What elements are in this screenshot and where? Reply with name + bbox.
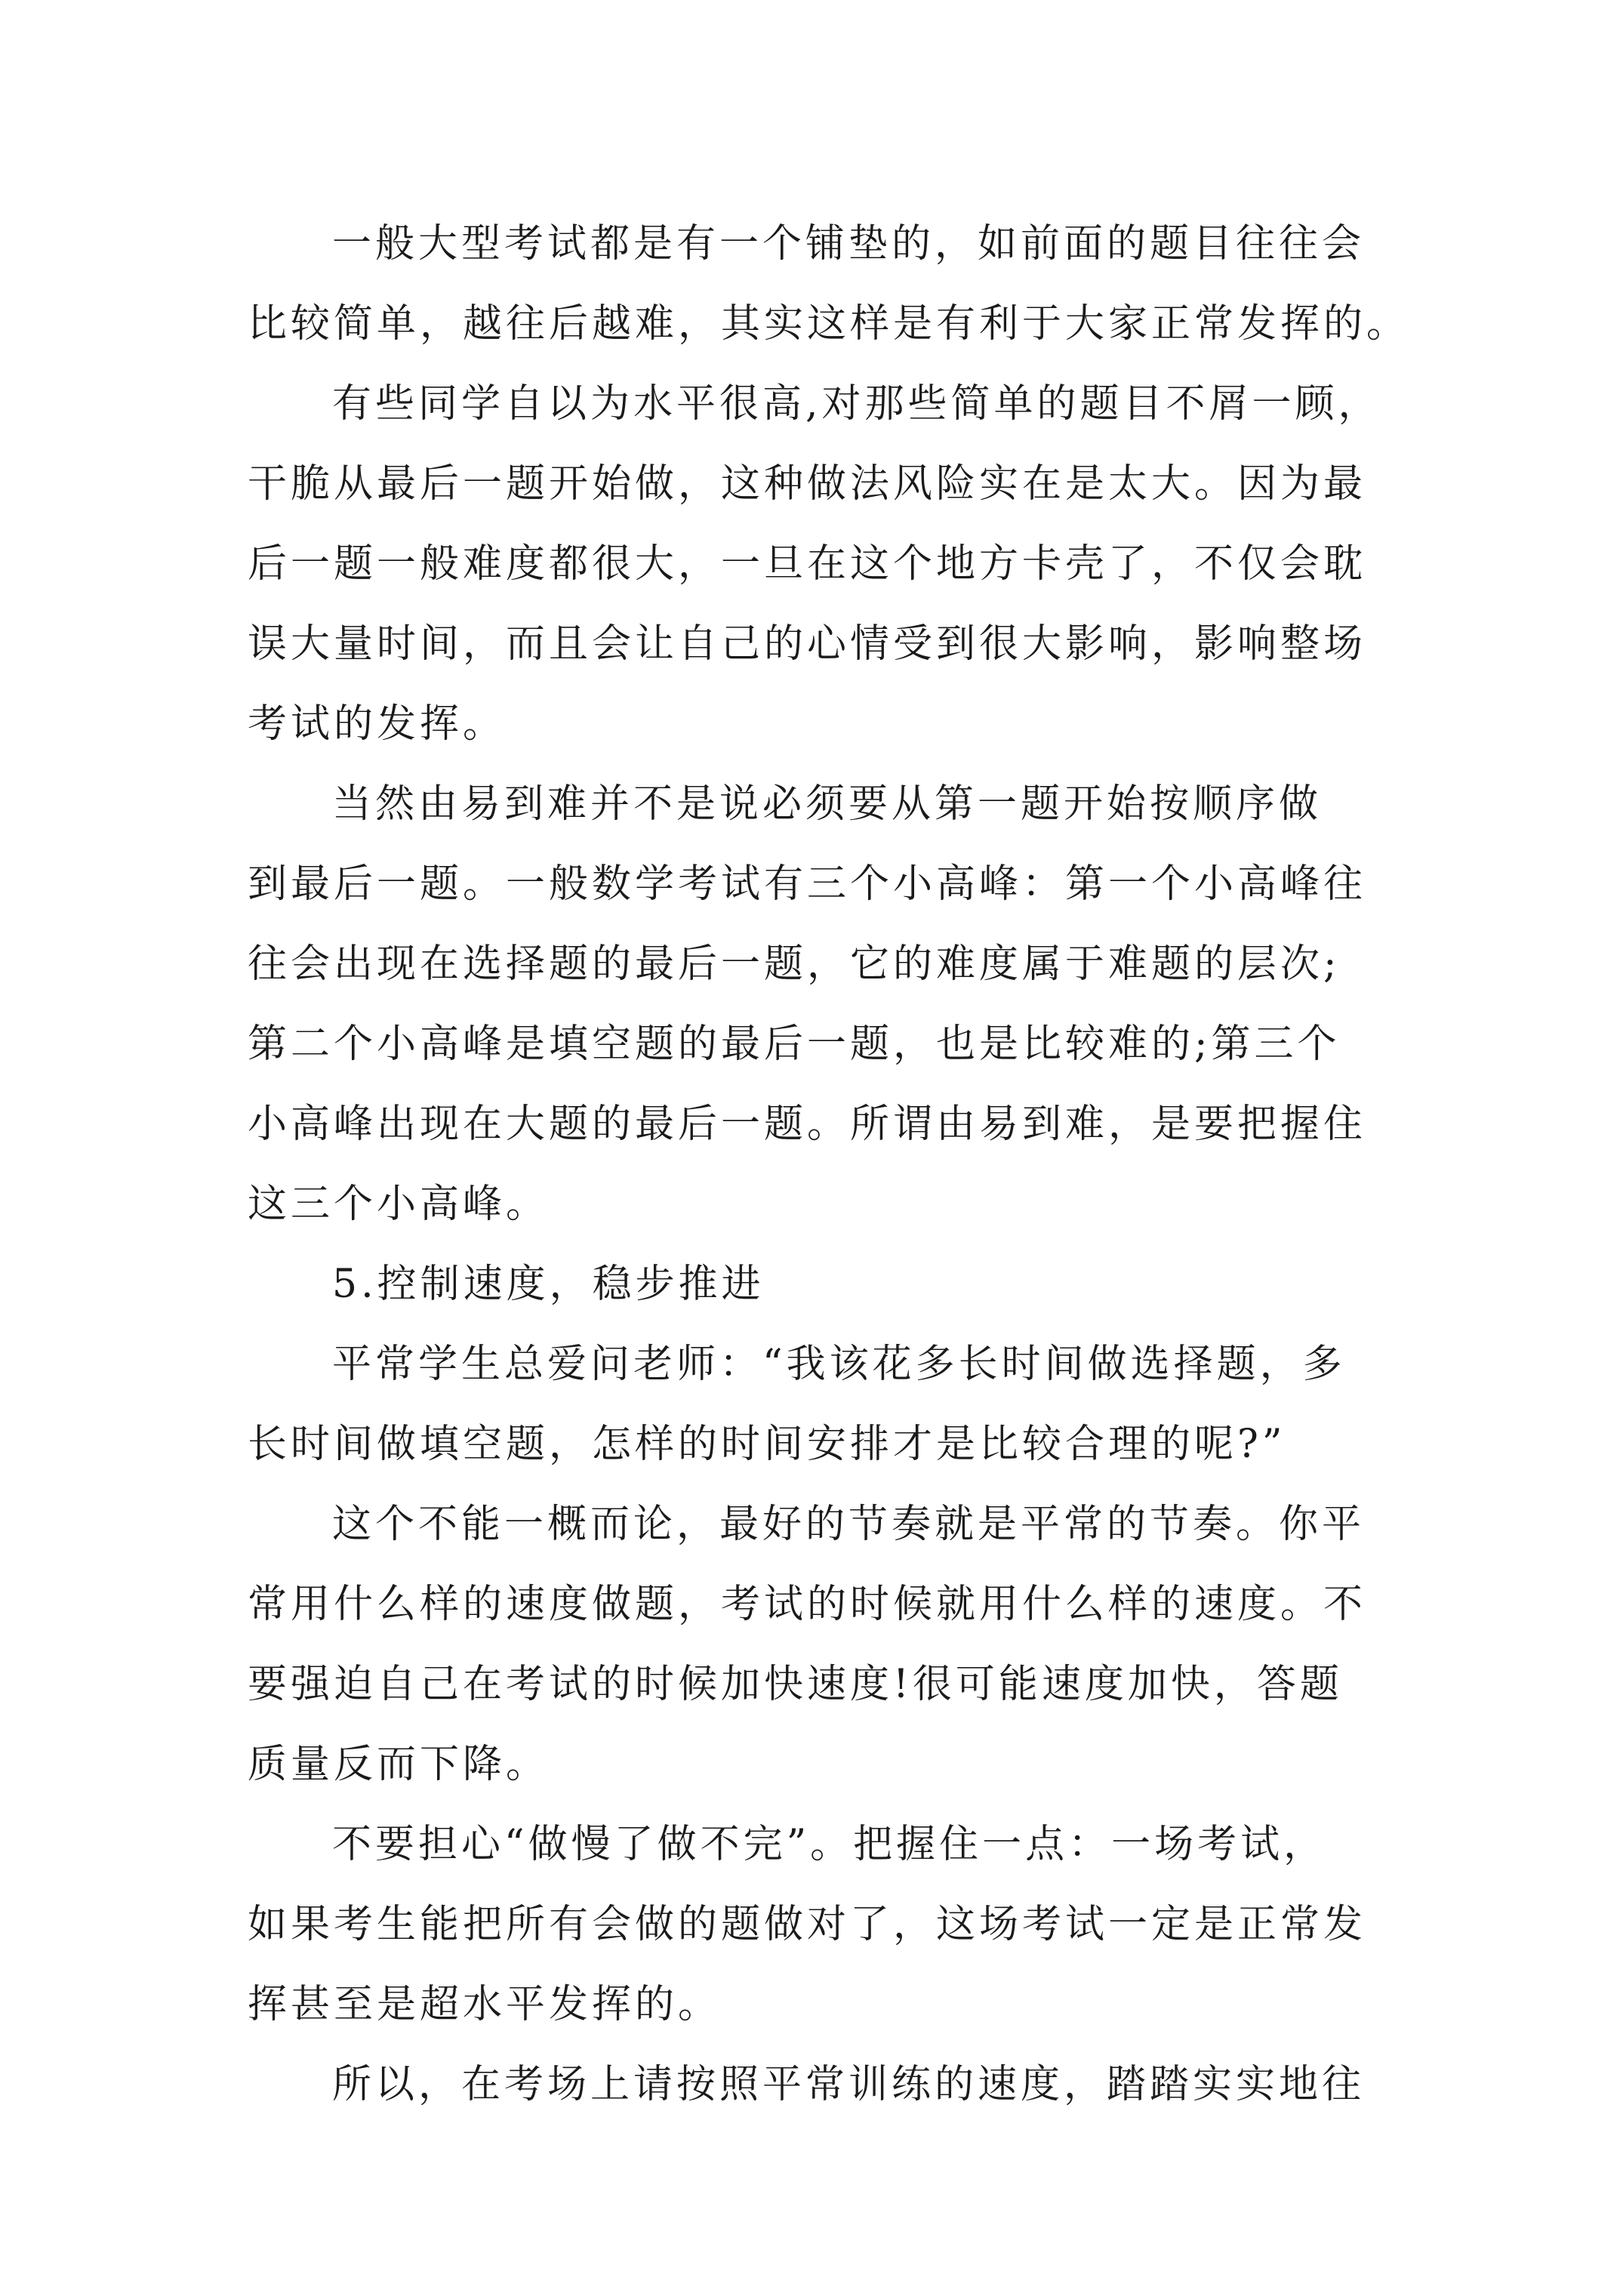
text-line: 一般大型考试都是有一个铺垫的，如前面的题目往往会 — [332, 221, 1366, 267]
text-line: 质量反而下降。 — [248, 1742, 550, 1787]
text-line: 比较简单，越往后越难，其实这样是有利于大家正常发挥的。 — [248, 301, 1410, 347]
text-line: 后一题一般难度都很大，一旦在这个地方卡壳了，不仅会耽 — [248, 541, 1367, 587]
text-line: 5.控制速度，稳步推进 — [332, 1262, 765, 1307]
document-body — [248, 204, 1410, 2125]
text-line: 平常学生总爱问老师：“我该花多长时间做选择题，多 — [332, 1342, 1346, 1387]
text-line: 如果考生能把所有会做的题做对了，这场考试一定是正常发 — [248, 1902, 1367, 1947]
text-line: 不要担心“做慢了做不完”。把握住一点：一场考试， — [332, 1822, 1327, 1867]
text-line: 要强迫自己在考试的时候加快速度!很可能速度加快，答题 — [248, 1662, 1343, 1707]
text-line: 小高峰出现在大题的最后一题。所谓由易到难，是要把握住 — [248, 1102, 1367, 1147]
text-line: 常用什么样的速度做题，考试的时候就用什么样的速度。不 — [248, 1582, 1367, 1627]
text-line: 挥甚至是超水平发挥的。 — [248, 1982, 722, 2027]
text-line: 往会出现在选择题的最后一题，它的难度属于难题的层次; — [248, 942, 1341, 987]
text-line: 当然由易到难并不是说必须要从第一题开始按顺序做 — [332, 781, 1323, 827]
text-line: 干脆从最后一题开始做，这种做法风险实在是太大。因为最 — [248, 461, 1367, 507]
text-line: 这个不能一概而论，最好的节奏就是平常的节奏。你平 — [332, 1502, 1366, 1547]
text-line: 有些同学自以为水平很高,对那些简单的题目不屑一顾， — [332, 381, 1381, 427]
text-line: 长时间做填空题，怎样的时间安排才是比较合理的呢?” — [248, 1422, 1286, 1467]
text-line: 第二个小高峰是填空题的最后一题，也是比较难的;第三个 — [248, 1022, 1341, 1067]
text-line: 所以，在考场上请按照平常训练的速度，踏踏实实地往 — [332, 2062, 1366, 2107]
text-line: 到最后一题。一般数学考试有三个小高峰：第一个小高峰往 — [248, 861, 1367, 907]
text-line: 误大量时间，而且会让自己的心情受到很大影响，影响整场 — [248, 621, 1367, 667]
text-line: 这三个小高峰。 — [248, 1182, 550, 1227]
text-line: 考试的发挥。 — [248, 701, 507, 747]
